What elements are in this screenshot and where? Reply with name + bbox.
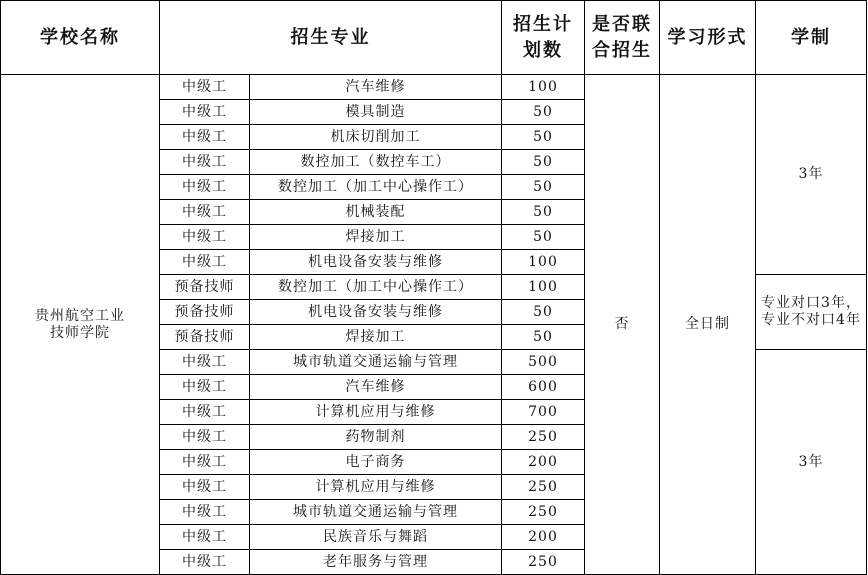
level-cell: 中级工	[160, 375, 250, 400]
quota-cell: 50	[502, 225, 585, 250]
header-quota-line2: 划数	[523, 39, 563, 61]
duration-cell-a: 3年	[756, 75, 867, 275]
header-school-name: 学校名称	[1, 1, 160, 75]
quota-cell: 500	[502, 350, 585, 375]
quota-cell: 100	[502, 250, 585, 275]
major-cell: 模具制造	[250, 100, 502, 125]
major-cell: 城市轨道交通运输与管理	[250, 500, 502, 525]
major-cell: 焊接加工	[250, 225, 502, 250]
quota-cell: 200	[502, 450, 585, 475]
level-cell: 中级工	[160, 250, 250, 275]
duration-cell-c: 3年	[756, 350, 867, 575]
major-cell: 数控加工（加工中心操作工）	[250, 275, 502, 300]
table-row	[1, 75, 867, 100]
major-cell: 数控加工（加工中心操作工）	[250, 175, 502, 200]
level-cell: 中级工	[160, 450, 250, 475]
header-joint-line1: 是否联	[592, 13, 652, 35]
study-mode-cell: 全日制	[660, 75, 756, 575]
quota-cell: 50	[502, 175, 585, 200]
major-cell: 药物制剂	[250, 425, 502, 450]
quota-cell: 50	[502, 325, 585, 350]
school-name-line1: 贵州航空工业	[35, 307, 125, 324]
major-cell: 焊接加工	[250, 325, 502, 350]
quota-cell: 100	[502, 75, 585, 100]
level-cell: 中级工	[160, 475, 250, 500]
major-cell: 电子商务	[250, 450, 502, 475]
quota-cell: 50	[502, 150, 585, 175]
level-cell: 中级工	[160, 500, 250, 525]
quota-cell: 50	[502, 300, 585, 325]
level-cell: 预备技师	[160, 275, 250, 300]
duration-b-line2: 专业不对口4年	[761, 312, 861, 328]
header-joint	[585, 1, 660, 75]
school-name-cell	[1, 75, 160, 575]
quota-cell: 50	[502, 200, 585, 225]
level-cell: 中级工	[160, 75, 250, 100]
joint-cell: 否	[585, 75, 660, 575]
quota-cell: 250	[502, 425, 585, 450]
quota-cell: 50	[502, 100, 585, 125]
level-cell: 中级工	[160, 200, 250, 225]
header-major: 招生专业	[160, 1, 502, 75]
level-cell: 预备技师	[160, 325, 250, 350]
level-cell: 中级工	[160, 350, 250, 375]
major-cell: 机床切削加工	[250, 125, 502, 150]
level-cell: 中级工	[160, 400, 250, 425]
major-cell: 机电设备安装与维修	[250, 250, 502, 275]
quota-cell: 250	[502, 550, 585, 575]
major-cell: 数控加工（数控车工）	[250, 150, 502, 175]
major-cell: 计算机应用与维修	[250, 475, 502, 500]
quota-cell: 50	[502, 125, 585, 150]
header-row	[1, 1, 867, 75]
quota-cell: 600	[502, 375, 585, 400]
major-cell: 机械装配	[250, 200, 502, 225]
level-cell: 中级工	[160, 525, 250, 550]
level-cell: 中级工	[160, 425, 250, 450]
quota-cell: 250	[502, 475, 585, 500]
level-cell: 中级工	[160, 100, 250, 125]
header-joint-line2: 合招生	[592, 39, 652, 61]
level-cell: 中级工	[160, 175, 250, 200]
level-cell: 中级工	[160, 550, 250, 575]
duration-b-line1: 专业对口3年，	[761, 295, 861, 311]
major-cell: 计算机应用与维修	[250, 400, 502, 425]
quota-cell: 200	[502, 525, 585, 550]
level-cell: 中级工	[160, 125, 250, 150]
quota-cell: 700	[502, 400, 585, 425]
major-cell: 民族音乐与舞蹈	[250, 525, 502, 550]
major-cell: 老年服务与管理	[250, 550, 502, 575]
header-duration: 学制	[756, 1, 867, 75]
quota-cell: 250	[502, 500, 585, 525]
header-study-mode: 学习形式	[660, 1, 756, 75]
major-cell: 汽车维修	[250, 75, 502, 100]
level-cell: 中级工	[160, 150, 250, 175]
header-quota	[502, 1, 585, 75]
level-cell: 预备技师	[160, 300, 250, 325]
duration-cell-b	[756, 275, 867, 350]
level-cell: 中级工	[160, 225, 250, 250]
quota-cell: 100	[502, 275, 585, 300]
major-cell: 机电设备安装与维修	[250, 300, 502, 325]
header-quota-line1: 招生计	[513, 13, 573, 35]
school-name-line2: 技师学院	[50, 324, 110, 341]
major-cell: 汽车维修	[250, 375, 502, 400]
major-cell: 城市轨道交通运输与管理	[250, 350, 502, 375]
